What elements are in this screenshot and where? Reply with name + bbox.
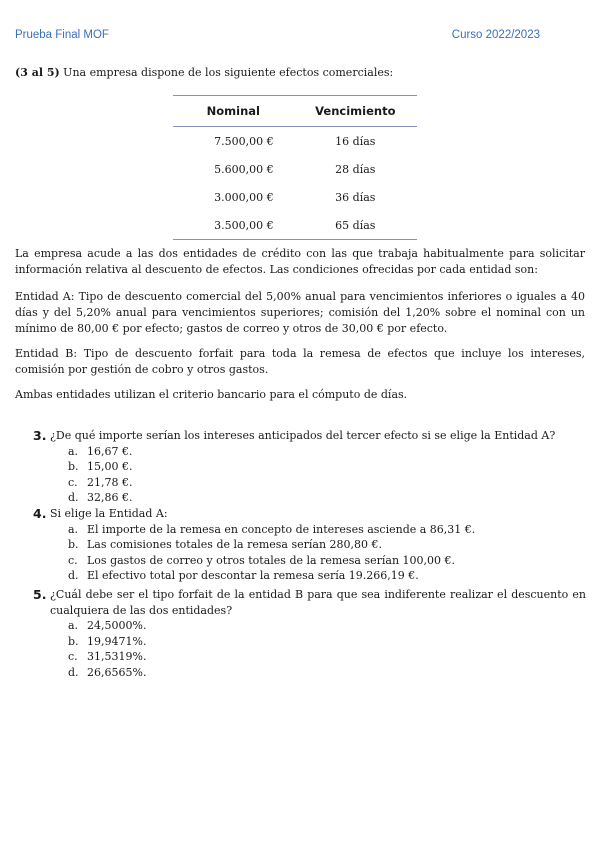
question-stem: ¿De qué importe serían los intereses anticipados del tercer efecto si se elige la Entidad A?	[50, 429, 556, 442]
option-letter: c.	[68, 650, 78, 663]
table-header-row	[173, 96, 417, 127]
table-row	[173, 183, 417, 211]
option-c	[33, 475, 586, 491]
option-text: 16,67 €.	[87, 444, 133, 458]
paragraph-entidad-b: Entidad B: Tipo de descuento forfait para toda la remesa de efectos que incluye los intereses, comisión por gestión de cobro y otros gastos.	[15, 347, 585, 376]
option-text: El efectivo total por descontar la remesa sería 19.266,19 €.	[87, 569, 419, 582]
option-letter: d.	[68, 569, 79, 582]
column-header-vencimiento: Vencimiento	[294, 96, 417, 127]
option-b	[33, 459, 586, 475]
question-3	[33, 428, 586, 506]
option-letter: b.	[68, 634, 79, 648]
option-letter: d.	[68, 665, 79, 679]
option-letter: a.	[68, 619, 79, 632]
option-text: 15,00 €.	[87, 460, 133, 473]
page-header	[15, 29, 540, 45]
option-text: 19,9471%.	[87, 634, 147, 648]
vencimiento-cell: 16 días	[335, 134, 376, 148]
effects-table	[173, 95, 417, 240]
option-b	[33, 634, 586, 650]
option-text: Las comisiones totales de la remesa serían 280,80 €.	[87, 538, 383, 551]
question-number: 5.	[33, 587, 47, 602]
intro-text: Una empresa dispone de los siguiente efectos comerciales:	[59, 66, 394, 79]
option-letter: b.	[68, 538, 79, 551]
option-text: 32,86 €.	[87, 491, 133, 504]
intro-line	[15, 66, 393, 79]
question-4	[33, 506, 586, 584]
options-list	[33, 444, 586, 506]
vencimiento-cell: 28 días	[335, 162, 376, 176]
option-a	[33, 444, 586, 460]
question-5	[33, 587, 586, 680]
paragraph-entidad-a: Entidad A: Tipo de descuento comercial del 5,00% anual para vencimientos inferiores o iguales a 40 días y del 5,20% anual para vencimientos superiores; comisión del 1,20% sobre el nominal con un mínimo de 80,00 € por efecto; gastos de correo y otros de 30,00 € por efecto.	[15, 290, 585, 335]
option-c	[33, 553, 586, 569]
option-a	[33, 522, 586, 538]
option-letter: c.	[68, 475, 78, 489]
question-range: (3 al 5)	[15, 66, 60, 79]
option-text: 24,5000%.	[87, 619, 147, 632]
option-d	[33, 568, 586, 584]
nominal-cell: 3.000,00 €	[214, 190, 274, 204]
option-letter: c.	[68, 553, 78, 567]
nominal-cell: 3.500,00 €	[173, 211, 294, 240]
header-course-year: Curso 2022/2023	[451, 29, 540, 41]
question-stem: ¿Cuál debe ser el tipo forfait de la entidad B para que sea indiferente realizar el descuento en cualquiera de las dos entidades?	[50, 588, 586, 617]
option-text: 26,6565%.	[87, 665, 147, 679]
option-text: Los gastos de correo y otros totales de la remesa serían 100,00 €.	[87, 553, 456, 567]
option-d	[33, 490, 586, 506]
paragraph-context: La empresa acude a las dos entidades de crédito con las que trabaja habitualmente para solicitar información relativa al descuento de efectos. Las condiciones ofrecidas por cada entidad son:	[15, 247, 585, 276]
paragraph-criterio: Ambas entidades utilizan el criterio bancario para el cómputo de días.	[15, 388, 408, 401]
vencimiento-cell: 36 días	[335, 190, 376, 204]
question-number: 4.	[33, 506, 47, 521]
option-c	[33, 649, 586, 665]
vencimiento-cell: 65 días	[294, 211, 417, 240]
option-b	[33, 537, 586, 553]
table-row	[173, 211, 417, 240]
option-d	[33, 665, 586, 681]
question-number: 3.	[33, 428, 47, 443]
column-header-nominal: Nominal	[173, 96, 294, 127]
table-row	[173, 155, 417, 183]
table-row	[173, 127, 417, 156]
question-stem: Si elige la Entidad A:	[50, 507, 168, 520]
option-letter: b.	[68, 460, 79, 473]
option-letter: a.	[68, 522, 79, 536]
options-list	[33, 618, 586, 680]
option-text: 31,5319%.	[87, 650, 147, 663]
nominal-cell: 7.500,00 €	[214, 134, 274, 148]
options-list	[33, 522, 586, 584]
option-letter: d.	[68, 491, 79, 504]
option-a	[33, 618, 586, 634]
option-letter: a.	[68, 444, 79, 458]
header-exam-title: Prueba Final MOF	[15, 29, 109, 41]
nominal-cell: 5.600,00 €	[214, 162, 274, 176]
option-text: 21,78 €.	[87, 475, 133, 489]
option-text: El importe de la remesa en concepto de intereses asciende a 86,31 €.	[87, 522, 476, 536]
